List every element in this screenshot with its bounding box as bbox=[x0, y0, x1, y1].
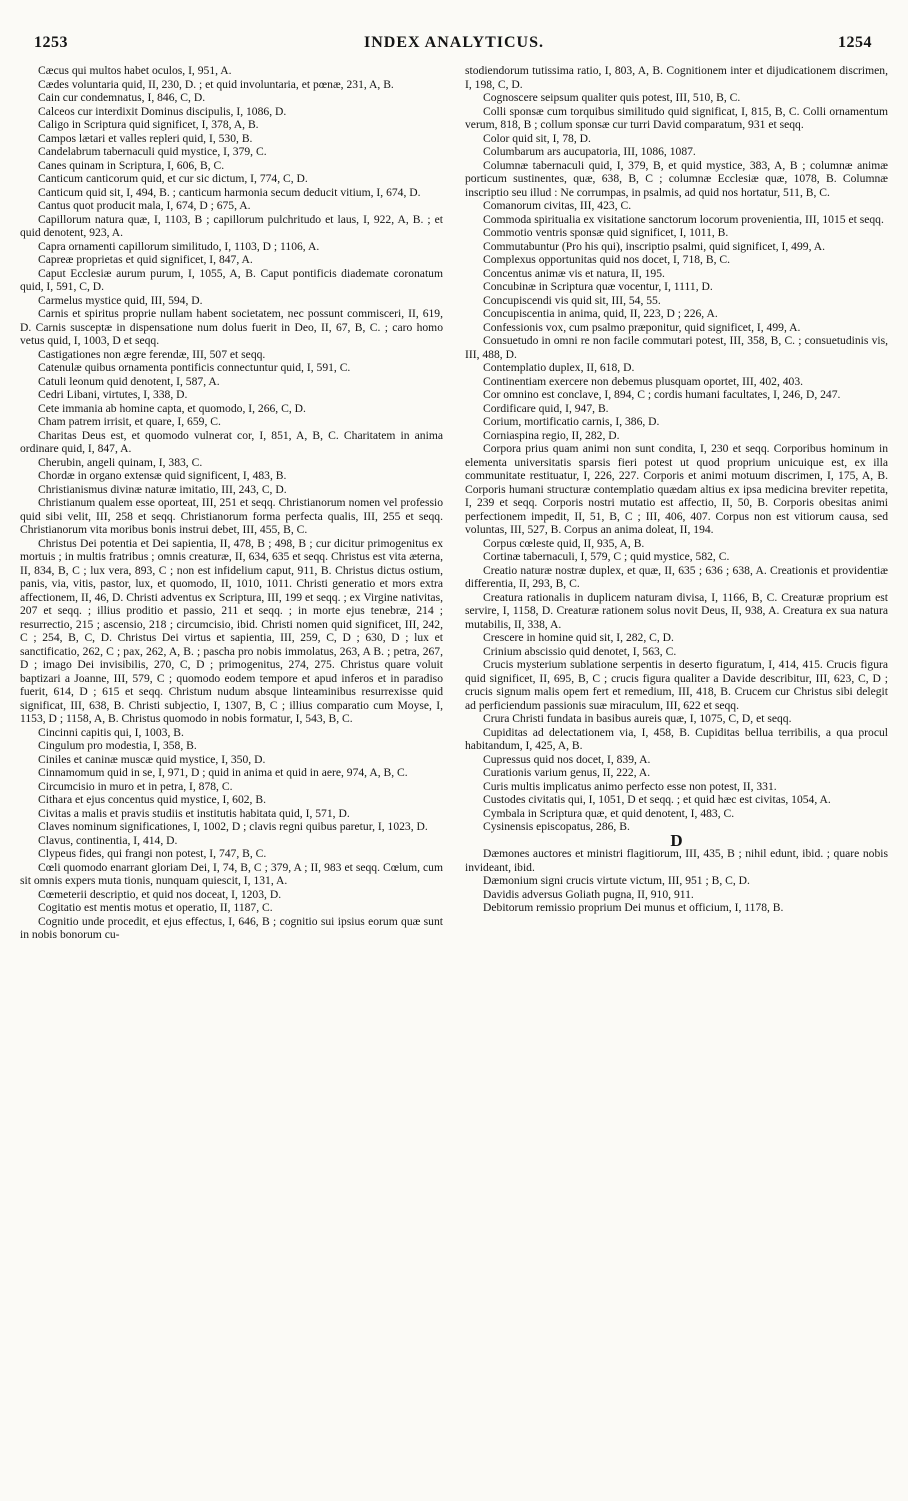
index-entry: Cordificare quid, I, 947, B. bbox=[483, 401, 609, 415]
index-entry: Cæcus qui multos habet oculos, I, 951, A. bbox=[38, 64, 232, 77]
index-entry: Curationis varium genus, II, 222, A. bbox=[483, 766, 651, 779]
index-entry: Christianismus divinæ naturæ imitatio, III, 243, C, D. bbox=[38, 482, 287, 496]
index-entry: Cedri Libani, virtutes, I, 338, D. bbox=[38, 388, 188, 401]
index-entry: Color quid sit, I, 78, D. bbox=[483, 131, 591, 145]
index-entry: Caligo in Scriptura quid significet, I, 378, A, B. bbox=[38, 118, 259, 131]
index-entry: Concubinæ in Scriptura quæ vocentur, I, 1111, D. bbox=[483, 280, 713, 293]
index-entry: Continentiam exercere non debemus plusquam oportet, III, 402, 403. bbox=[483, 374, 804, 388]
index-entry: Cupressus quid nos docet, I, 839, A. bbox=[483, 752, 651, 766]
index-entry: Cham patrem irrisit, et quare, I, 659, C. bbox=[38, 415, 221, 428]
index-entry: Cupiditas ad delectationem via, I, 458, B. Cupiditas bellua terribilis, a qua procul habitandum, I, 425, A, B. bbox=[465, 725, 888, 752]
index-entry: Cantus quot producit mala, I, 674, D ; 675, A. bbox=[38, 199, 251, 212]
index-entry: Circumcisio in muro et in petra, I, 878, C. bbox=[38, 779, 233, 793]
index-entry: Crinium abscissio quid denotet, I, 563, C. bbox=[483, 644, 677, 658]
index-entry: Colli sponsæ cum torquibus similitudo quid significat, I, 815, B, C. Colli ornamentum verum, 818, B ; collum sponsæ cur turri David comparatum, 931 et seqq. bbox=[465, 104, 888, 131]
index-entry: Christianum qualem esse oporteat, III, 251 et seqq. Christianorum nomen vel professio quid sibi velit, III, 258 et seqq. Christianorum forma perfecta qualis, III, 255 et seqq. Christianorum vita moribus bonis instrui debet, III, 455, B, C. bbox=[20, 496, 443, 536]
index-entry: Complexus opportunitas quid nos docet, I, 718, B, C. bbox=[483, 253, 731, 266]
index-entry: Cinnamomum quid in se, I, 971, D ; quid in anima et quid in aere, 974, A, B, C. bbox=[38, 766, 408, 779]
index-entry: Crucis mysterium sublatione serpentis in deserto figuratum, I, 414, 415. Crucis figura quid significet, II, 695, B, C ; crucis figura qualiter a Davide describitur, III, 623, C, D ; crucis signum malis opem fert et remedium, III, 418, B. Crucem cur Christus sibi delegit ad perficiendum passionis suæ miraculum, III, 622 et seqq. bbox=[465, 658, 888, 712]
page-header bbox=[20, 14, 888, 51]
index-entry: Custodes civitatis qui, I, 1051, D et seqq. ; et quid hæc est civitas, 1054, A. bbox=[483, 793, 831, 806]
index-entry: stodiendorum tutissima ratio, I, 803, A, B. Cognitionem inter et dijudicationem discrimen, I, 198, C, D. bbox=[465, 64, 888, 91]
index-entry: Carmelus mystice quid, III, 594, D. bbox=[38, 293, 203, 307]
page-number-right: 1254 bbox=[838, 34, 872, 51]
index-entry: Civitas a malis et pravis studiis et institutis habitata quid, I, 571, D. bbox=[38, 806, 350, 820]
page-number-left: 1253 bbox=[34, 34, 68, 51]
index-entry: Corpora prius quam animi non sunt condita, I, 230 et seqq. Corporibus hominum in elementa universitatis sparsis fieri potest ut quod proprium unicuique est, ex illa communitate restituatur, I, 226, 227. Corporis et animi motuum discrimen, I, 175, A, B. Corporis humani structuræ contemplatio quædam altius ex ipsa medicina breviter repetita, I, 239 et seqq. Corporis nostri mutatio est affectio, II, 50, B. Corporis obesitas animi perfectionem impedit, II, 51, B, C ; III, 406, 407. Corpus non est vitiorum causa, sed voluntas, III, 527, B. Corpus an anima doleat, II, 194. bbox=[465, 442, 888, 536]
index-entry: Cingulum pro modestia, I, 358, B. bbox=[38, 739, 197, 752]
index-entry: Cortinæ tabernaculi, I, 579, C ; quid mystice, 582, C. bbox=[483, 550, 730, 563]
index-entry: Canticum canticorum quid, et cur sic dictum, I, 774, C, D. bbox=[38, 172, 308, 185]
index-entry: Campos lætari et valles repleri quid, I, 530, B. bbox=[38, 131, 253, 145]
index-entry: Christus Dei potentia et Dei sapientia, II, 478, B ; 498, B ; cur dicitur primogenitus ex mortuis ; in multis fratribus ; omnis creaturæ, II, 634, 635 et seqq. Christus est vita æterna, II, 834, B, C ; lux vera, 893, C ; non est infidelium caput, 911, B. Christus dictus ostium, panis, via, vitis, pastor, lux, et quomodo, II, 1010, 1011. Christi generatio et mors extra affectionem, II, 46, D. Christi adventus ex Scriptura, III, 199 et seqq. ; ex Virgine nativitas, 207 et seqq. ; illius proditio et passio, 211 et seqq. ; in morte ejus tenebræ, 214 ; resurrectio, 215 ; ascensio, 218 ; circumcisio, ibid. Christi nomen quid significet, III, 242, C ; 254, B, C, D. Christus Dei virtus et sapientia, III, 259, C, D ; 630, D ; lux et sanctificatio, 262, C ; pax, 262, A, B. ; pascha pro nobis immolatus, 263, A B. ; petra, 267, D ; imago Dei invisibilis, 270, C, D ; primogenitus, 274, 275. Christus quare voluit baptizari a Joanne, III, 579, C ; quomodo eodem tempore et apud inferos et in paradiso fuerit, 614, D ; 615 et seqq. Christum nudum absque linteaminibus resurrexisse quid significat, III, 638, B. Christi subjectio, I, 1307, B, C ; illius comparatio cum Moyse, I, 1153, D ; 1158, A, B. Christus quomodo in nobis formatur, I, 543, B, C. bbox=[20, 536, 443, 725]
index-entry: Dæmonium signi crucis virtute victum, III, 951 ; B, C, D. bbox=[483, 874, 750, 887]
index-entry: Cor omnino est conclave, I, 894, C ; cordis humani facultates, I, 246, D, 247. bbox=[483, 388, 841, 401]
index-entry: Commoda spiritualia ex visitatione sanctorum locorum provenientia, III, 1015 et seqq. bbox=[483, 212, 884, 226]
index-entry: Comanorum civitas, III, 423, C. bbox=[483, 199, 632, 212]
index-entry: Capra ornamenti capillorum similitudo, I, 1103, D ; 1106, A. bbox=[38, 239, 320, 253]
index-entry: Catenulæ quibus ornamenta pontificis connectuntur quid, I, 591, C. bbox=[38, 361, 351, 374]
index-entry: Corniaspina regio, II, 282, D. bbox=[483, 428, 620, 442]
index-entry: Davidis adversus Goliath pugna, II, 910, 911. bbox=[483, 887, 694, 901]
index-entry: Columbarum ars aucupatoria, III, 1086, 1087. bbox=[483, 145, 696, 158]
index-entry: Cognitio unde procedit, et ejus effectus, I, 646, B ; cognitio sui ipsius eorum quæ sunt in nobis bonorum cu- bbox=[20, 914, 443, 941]
index-entry: Castigationes non ægre ferendæ, III, 507 et seqq. bbox=[38, 347, 266, 361]
index-entry: Ciniles et caninæ muscæ quid mystice, I, 350, D. bbox=[38, 752, 266, 766]
index-entry: Cincinni capitis qui, I, 1003, B. bbox=[38, 725, 184, 739]
index-entry: Dæmones auctores et ministri flagitiorum, III, 435, B ; nihil edunt, ibid. ; quare nobis invideant, ibid. bbox=[465, 847, 888, 874]
index-entry: Chordæ in organo extensæ quid significent, I, 483, B. bbox=[38, 469, 287, 482]
index-entry: Debitorum remissio proprium Dei munus et officium, I, 1178, B. bbox=[483, 901, 784, 914]
index-entry: Calceos cur interdixit Dominus discipulis, I, 1086, D. bbox=[38, 104, 287, 118]
left-column bbox=[20, 64, 443, 1483]
index-entry: Consuetudo in omni re non facile commutari potest, III, 358, B, C. ; consuetudinis vis, III, 488, D. bbox=[465, 334, 888, 361]
index-entry: Concentus animæ vis et natura, II, 195. bbox=[483, 266, 665, 280]
index-entry: Clypeus fides, qui frangi non potest, I, 747, B, C. bbox=[38, 847, 267, 860]
index-entry: Crescere in homine quid sit, I, 282, C, D. bbox=[483, 631, 674, 644]
page-title: INDEX ANALYTICUS. bbox=[363, 34, 544, 51]
index-entry: Canticum quid sit, I, 494, B. ; canticum harmonia secum deducit vitium, I, 674, D. bbox=[38, 185, 421, 199]
index-entry: Columnæ tabernaculi quid, I, 379, B, et quid mystice, 383, A, B ; columnæ animæ porticum sustinentes, quæ, 638, B, C ; columnæ Ecclesiæ quæ, 1078, B. Columnæ inscriptio seu illud : Ne corrumpas, in psalmis, ad quid nos hortatur, 511, B, C. bbox=[465, 158, 888, 199]
index-entry: Capreæ proprietas et quid significet, I, 847, A. bbox=[38, 253, 253, 266]
index-entry: Concupiscentia in anima, quid, II, 223, D ; 226, A. bbox=[483, 307, 718, 320]
index-entry: Cœli quomodo enarrant gloriam Dei, I, 74, B, C ; 379, A ; II, 983 et seqq. Cœlum, cum sit omnis expers muta tionis, nunquam quiescit, I, 131, A. bbox=[20, 860, 443, 887]
right-column bbox=[465, 64, 888, 1483]
index-entry: Cœmeterii descriptio, et quid nos doceat, I, 1203, D. bbox=[38, 887, 282, 901]
index-entry: Cogitatio est mentis motus et operatio, II, 1187, C. bbox=[38, 901, 273, 914]
index-entry: Commutabuntur (Pro his qui), inscriptio psalmi, quid significet, I, 499, A. bbox=[483, 239, 825, 253]
index-entry: Creatura rationalis in duplicem naturam divisa, I, 1166, B, C. Creaturæ proprium est servire, I, 1158, D. Creaturæ rationem solus novit Deus, II, 938, A. Creatura ex sua natura mutabilis, II, 338, A. bbox=[465, 590, 888, 631]
index-entry: Confessionis vox, cum psalmo præponitur, quid significet, I, 499, A. bbox=[483, 320, 801, 334]
index-entry: Catuli leonum quid denotent, I, 587, A. bbox=[38, 374, 220, 388]
index-entry: Cete immania ab homine capta, et quomodo, I, 266, C, D. bbox=[38, 401, 306, 415]
index-entry: Charitas Deus est, et quomodo vulnerat cor, I, 851, A, B, C. Charitatem in anima ordinare quid, I, 847, A. bbox=[20, 428, 443, 455]
index-entry: Cain cur condemnatus, I, 846, C, D. bbox=[38, 91, 206, 104]
index-entry: Claves nominum significationes, I, 1002, D ; clavis regni quibus paretur, I, 1023, D. bbox=[38, 820, 428, 833]
index-entry: Curis multis implicatus animo perfecto esse non potest, II, 331. bbox=[483, 779, 777, 793]
index-entry: Concupiscendi vis quid sit, III, 54, 55. bbox=[483, 293, 661, 307]
index-entry: Corium, mortificatio carnis, I, 386, D. bbox=[483, 415, 660, 428]
index-entry: Caput Ecclesiæ aurum purum, I, 1055, A, B. Caput pontificis diademate coronatum quid, I, 591, C, D. bbox=[20, 266, 443, 293]
index-entry: Cithara et ejus concentus quid mystice, I, 602, B. bbox=[38, 793, 266, 806]
index-entry: Clavus, continentia, I, 414, D. bbox=[38, 833, 178, 847]
section-letter: D bbox=[670, 830, 683, 850]
index-entry: Carnis et spiritus proprie nullam habent societatem, nec possunt commisceri, II, 619, D. Carnis susceptæ in dispensatione num dolus fuerit in Deo, II, 67, B, C. ; caro homo vetus quid, I, 1003, D et seqq. bbox=[20, 307, 443, 347]
index-entry: Commotio ventris sponsæ quid significet, I, 1011, B. bbox=[483, 226, 729, 239]
index-entry: Candelabrum tabernaculi quid mystice, I, 379, C. bbox=[38, 145, 267, 158]
index-columns bbox=[20, 64, 888, 1483]
index-entry: Creatio naturæ nostræ duplex, et quæ, II, 635 ; 636 ; 638, A. Creationis et providentiæ differentia, II, 293, B, C. bbox=[465, 563, 888, 590]
index-entry: Canes quinam in Scriptura, I, 606, B, C. bbox=[38, 158, 225, 172]
index-entry: Cædes voluntaria quid, II, 230, D. ; et quid involuntaria, et pœnæ, 231, A, B. bbox=[38, 77, 394, 91]
index-entry: Capillorum natura quæ, I, 1103, B ; capillorum pulchritudo et laus, I, 922, A, B. ; et quid denotent, 923, A. bbox=[20, 212, 443, 239]
index-entry: Cognoscere seipsum qualiter quis potest, III, 510, B, C. bbox=[483, 91, 741, 104]
index-entry: Cysinensis episcopatus, 286, B. bbox=[483, 820, 630, 833]
index-entry: Contemplatio duplex, II, 618, D. bbox=[483, 361, 635, 374]
index-entry: Cherubin, angeli quinam, I, 383, C. bbox=[38, 455, 203, 469]
index-entry: Cymbala in Scriptura quæ, et quid denotent, I, 483, C. bbox=[483, 806, 735, 820]
index-entry: Corpus cœleste quid, II, 935, A, B. bbox=[483, 536, 645, 550]
index-entry: Crura Christi fundata in basibus aureis quæ, I, 1075, C, D, et seqq. bbox=[483, 712, 792, 725]
